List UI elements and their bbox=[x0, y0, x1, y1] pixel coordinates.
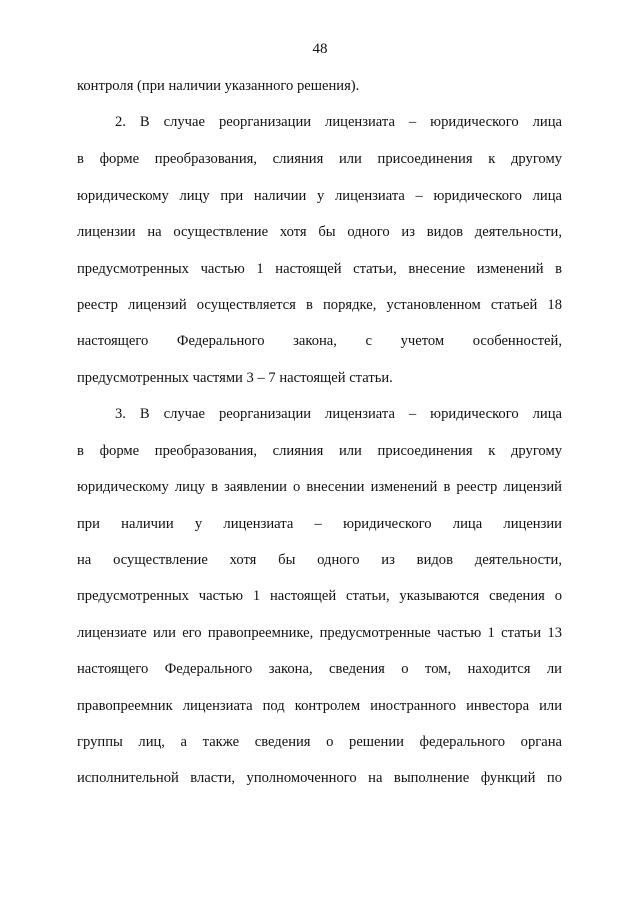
text-line: правопреемник лицензиата под контролем иностранного инвестора или bbox=[77, 698, 562, 714]
text-line: лицензии на осуществление хотя бы одного из видов деятельности, bbox=[77, 224, 562, 240]
text-line: 2. В случае реорганизации лицензиата – юридического лица bbox=[115, 114, 562, 130]
text-line: в форме преобразования, слияния или присоединения к другому bbox=[77, 443, 562, 459]
text-line: предусмотренных частью 1 настоящей статьи, указываются сведения о bbox=[77, 588, 562, 604]
text-line: настоящего Федерального закона, сведения о том, находится ли bbox=[77, 661, 562, 677]
page-number: 48 bbox=[312, 41, 328, 57]
text-line: исполнительной власти, уполномоченного на выполнение функций по bbox=[77, 770, 562, 786]
text-line: группы лиц, а также сведения о решении федерального органа bbox=[77, 734, 562, 750]
text-line: 3. В случае реорганизации лицензиата – юридического лица bbox=[115, 406, 562, 422]
text-line: на осуществление хотя бы одного из видов деятельности, bbox=[77, 552, 562, 568]
text-line: реестр лицензий осуществляется в порядке, установленном статьей 18 bbox=[77, 297, 562, 313]
text-line: в форме преобразования, слияния или присоединения к другому bbox=[77, 151, 562, 167]
text-line: контроля (при наличии указанного решения). bbox=[77, 78, 360, 94]
text-line: лицензиате или его правопреемнике, предусмотренные частью 1 статьи 13 bbox=[77, 625, 562, 641]
text-line: при наличии у лицензиата – юридического лица лицензии bbox=[77, 516, 562, 532]
text-line: предусмотренных частями 3 – 7 настоящей статьи. bbox=[77, 370, 393, 386]
text-line: юридическому лицу в заявлении о внесении изменений в реестр лицензий bbox=[77, 479, 562, 495]
text-line: юридическому лицу при наличии у лицензиата – юридического лица bbox=[77, 188, 562, 204]
text-line: предусмотренных частью 1 настоящей статьи, внесение изменений в bbox=[77, 261, 562, 277]
text-line: настоящего Федерального закона, с учетом особенностей, bbox=[77, 333, 562, 349]
